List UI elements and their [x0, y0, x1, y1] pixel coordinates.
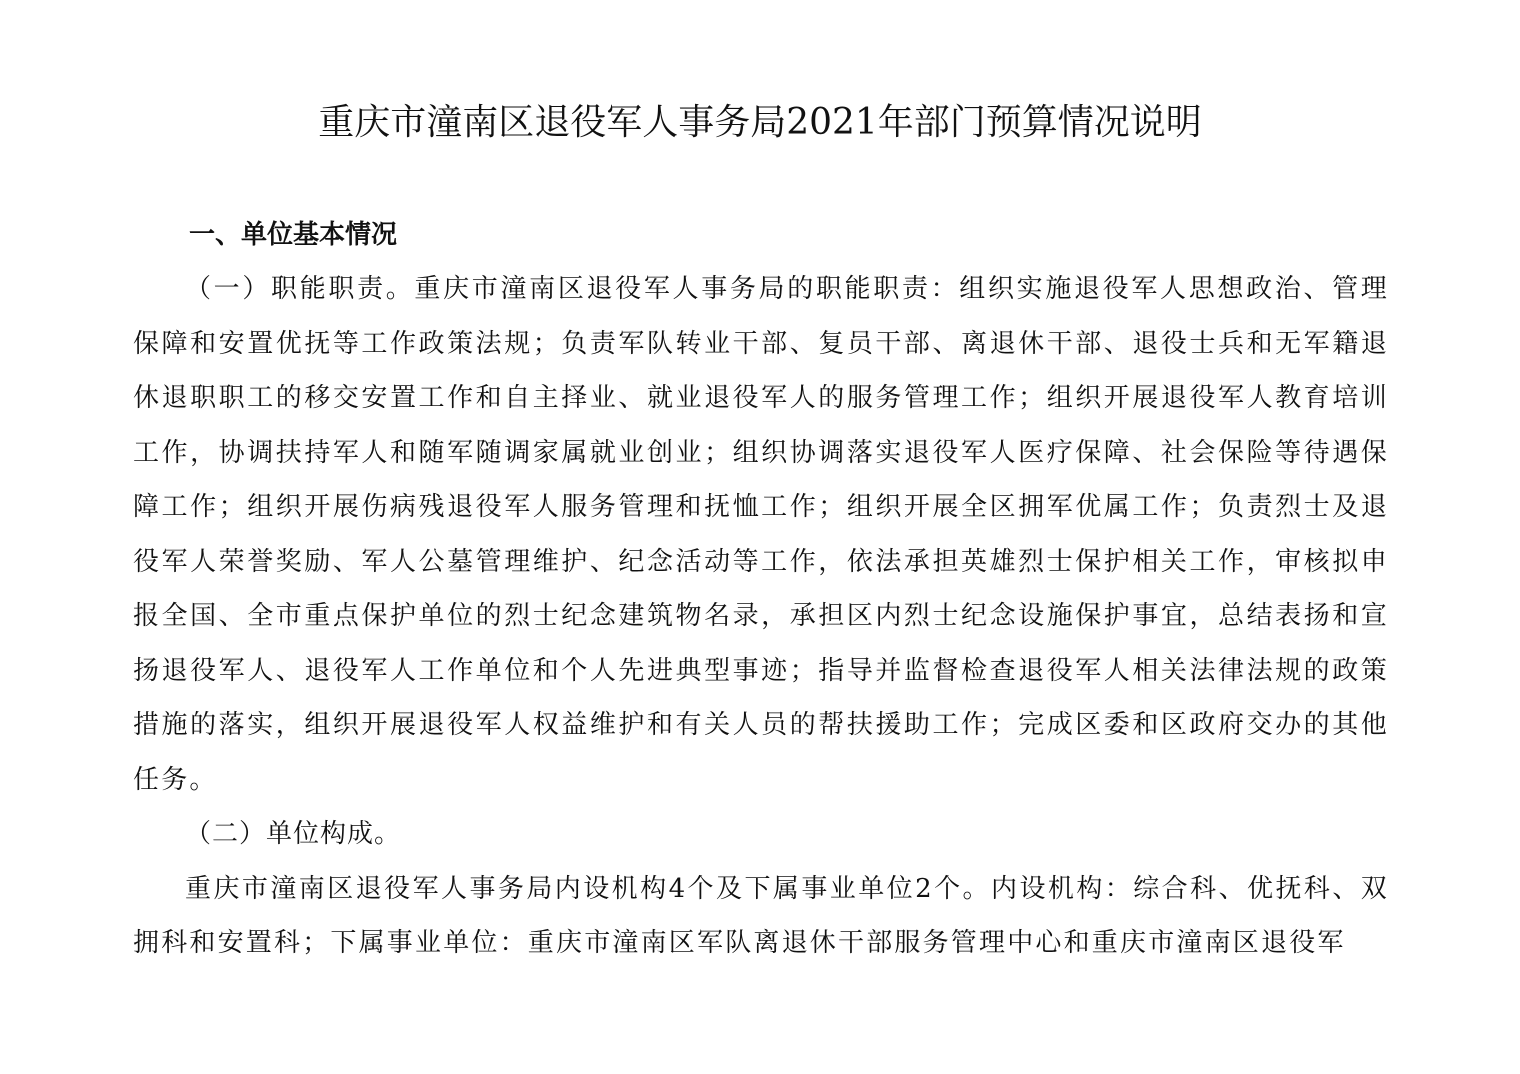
- document-title: 重庆市潼南区退役军人事务局2021年部门预算情况说明: [318, 102, 1202, 143]
- paragraph-composition: 重庆市潼南区退役军人事务局内设机构4个及下属事业单位2个。内设机构：综合科、优抚科、双拥科和安置科；下属事业单位：重庆市潼南区军队离退休干部服务管理中心和重庆市潼南区退役军: [133, 873, 1389, 958]
- document-body: [133, 208, 1389, 971]
- section-heading-basic-info: 一、单位基本情况: [189, 220, 398, 250]
- paragraph-functions: （一）职能职责。重庆市潼南区退役军人事务局的职能职责：组织实施退役军人思想政治、管理保障和安置优抚等工作政策法规；负责军队转业干部、复员干部、离退休干部、退役士兵和无军籍退休退职职工的移交安置工作和自主择业、就业退役军人的服务管理工作；组织开展退役军人教育培训工作，协调扶持军人和随军随调家属就业创业；组织协调落实退役军人医疗保障、社会保险等待遇保障工作；组织开展伤病残退役军人服务管理和抚恤工作；组织开展全区拥军优属工作；负责烈士及退役军人荣誉奖励、军人公墓管理维护、纪念活动等工作，依法承担英雄烈士保护相关工作，审核拟申报全国、全市重点保护单位的烈士纪念建筑物名录，承担区内烈士纪念设施保护事宜，总结表扬和宣扬退役军人、退役军人工作单位和个人先进典型事迹；指导并监督检查退役军人相关法律法规的政策措施的落实，组织开展退役军人权益维护和有关人员的帮扶援助工作；完成区委和区政府交办的其他任务。: [133, 274, 1389, 795]
- subheading-composition: （二）单位构成。: [185, 819, 402, 849]
